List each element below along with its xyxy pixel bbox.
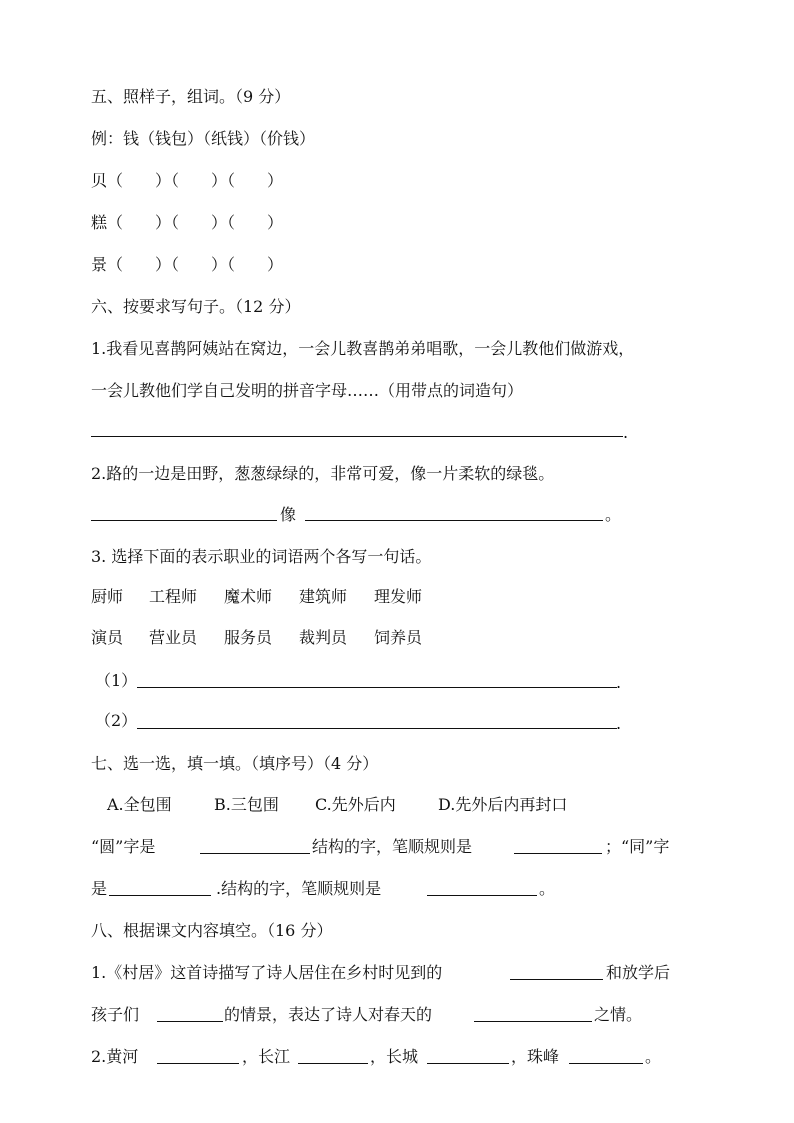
answer-1-end: . — [616, 673, 622, 692]
s7-line1-c: ；“同”字 — [605, 837, 670, 856]
answer-2-line[interactable] — [137, 728, 617, 729]
s8-blank-2[interactable] — [157, 1021, 223, 1022]
option-b: B.三包围 — [214, 795, 279, 814]
s8-blank-4[interactable] — [157, 1063, 239, 1064]
job-word: 工程师 — [149, 587, 198, 606]
answer-2-end: . — [616, 714, 622, 733]
q2-answer-line-left[interactable] — [91, 520, 277, 521]
answer-1-line[interactable] — [137, 687, 617, 688]
s7-blank-3[interactable] — [109, 895, 211, 896]
job-word: 营业员 — [149, 628, 198, 647]
q1-answer-end: . — [623, 423, 629, 442]
s7-blank-4[interactable] — [427, 895, 537, 896]
s8-q2-c: ，长城 — [370, 1047, 419, 1066]
s8-q2-e: 。 — [645, 1047, 662, 1066]
word-char: 贝 — [91, 171, 108, 190]
s8-blank-1[interactable] — [510, 979, 603, 980]
q2-answer-end: 。 — [605, 505, 622, 524]
section8-heading: 八、根据课文内容填空。（16 分） — [91, 921, 333, 940]
s8-blank-6[interactable] — [427, 1063, 509, 1064]
q3-text: 3. 选择下面的表示职业的词语两个各写一句话。 — [91, 547, 432, 566]
word-row-3 — [91, 255, 283, 275]
answer-1-label: （1） — [95, 671, 138, 690]
word-blanks[interactable]: （ ）（ ）（ ） — [107, 171, 284, 190]
section5-example: 例：钱（钱包）（纸钱）（价钱） — [91, 129, 316, 148]
word-char: 景 — [91, 255, 108, 274]
s7-line1-a: “圆”字是 — [91, 837, 156, 856]
job-word: 建筑师 — [299, 587, 348, 606]
q2-mid-word: 像 — [280, 505, 297, 524]
s7-line2-c: 。 — [539, 879, 556, 898]
option-a: A.全包围 — [107, 795, 172, 814]
answer-2-label: （2） — [95, 711, 138, 730]
word-blanks[interactable]: （ ）（ ）（ ） — [107, 255, 284, 274]
job-word: 魔术师 — [224, 587, 273, 606]
job-word: 演员 — [91, 628, 124, 647]
option-d: D.先外后内再封口 — [438, 795, 568, 814]
s8-blank-5[interactable] — [298, 1063, 368, 1064]
s8-blank-3[interactable] — [474, 1021, 592, 1022]
s7-line1-b: 结构的字，笔顺规则是 — [312, 837, 473, 856]
s8-q1-c: 孩子们 — [91, 1005, 140, 1024]
s8-q1-d: 的情景，表达了诗人对春天的 — [224, 1005, 433, 1024]
section5-heading: 五、照样子，组词。（9 分） — [91, 87, 291, 106]
q1-text-line2: 一会儿教他们学自己发明的拼音字母……（用带点的词造句） — [91, 381, 524, 400]
q2-answer-line-right[interactable] — [305, 520, 603, 521]
section6-heading: 六、按要求写句子。（12 分） — [91, 297, 301, 316]
s8-q2-d: ，珠峰 — [511, 1047, 560, 1066]
job-word: 饲养员 — [374, 628, 423, 647]
s7-blank-1[interactable] — [200, 853, 310, 854]
s7-line2-a: 是 — [91, 879, 108, 898]
q2-text: 2.路的一边是田野，葱葱绿绿的，非常可爱，像一片柔软的绿毯。 — [91, 464, 555, 483]
job-word: 厨师 — [91, 587, 124, 606]
word-row-1 — [91, 171, 283, 191]
s8-q1-e: 之情。 — [594, 1005, 643, 1024]
s8-q2-b: ，长江 — [242, 1047, 291, 1066]
q1-answer-line[interactable] — [91, 436, 623, 437]
q1-text-line1: 1.我看见喜鹊阿姨站在窝边，一会儿教喜鹊弟弟唱歌，一会儿教他们做游戏， — [91, 339, 635, 358]
job-word: 裁判员 — [299, 628, 348, 647]
job-word: 理发师 — [374, 587, 423, 606]
word-row-2 — [91, 213, 283, 233]
s8-q1-a: 1.《村居》这首诗描写了诗人居住在乡村时见到的 — [91, 963, 443, 982]
section7-heading: 七、选一选，填一填。（填序号）（4 分） — [91, 754, 379, 773]
s8-q1-b: 和放学后 — [606, 963, 671, 982]
job-word: 服务员 — [224, 628, 273, 647]
s7-line2-b: .结构的字，笔顺规则是 — [216, 879, 382, 898]
s7-blank-2[interactable] — [514, 853, 602, 854]
s8-blank-7[interactable] — [569, 1063, 643, 1064]
option-c: C.先外后内 — [315, 795, 396, 814]
word-blanks[interactable]: （ ）（ ）（ ） — [107, 213, 284, 232]
word-char: 糕 — [91, 213, 108, 232]
s8-q2-a: 2.黄河 — [91, 1047, 139, 1066]
